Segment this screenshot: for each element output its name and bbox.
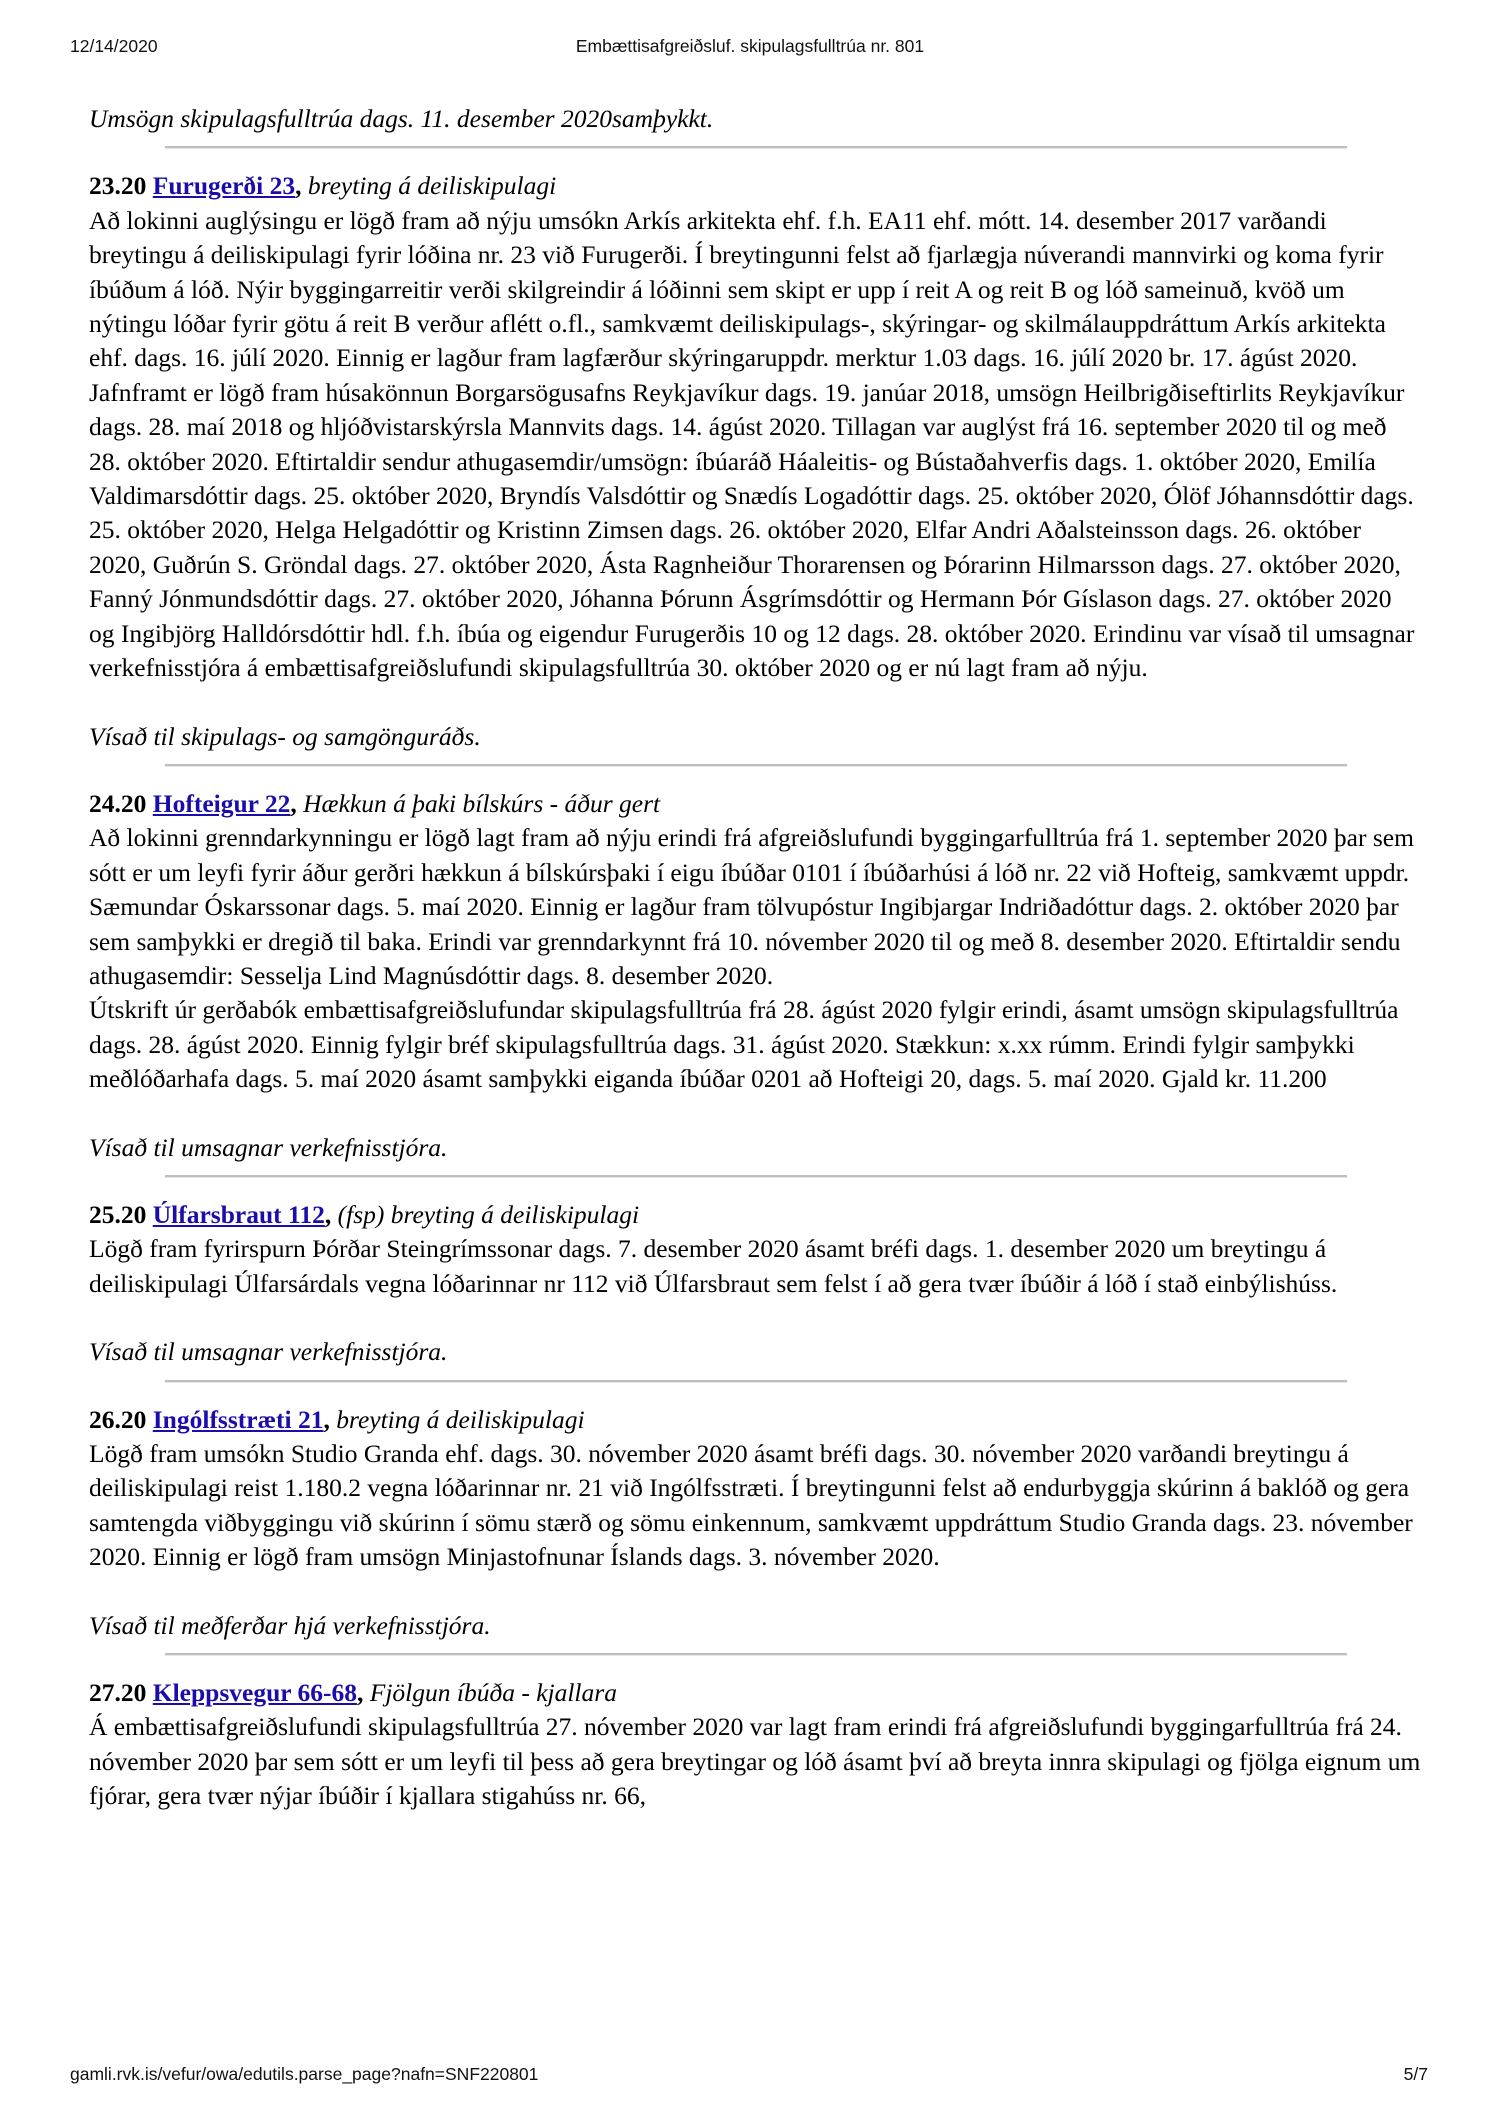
- item-subtitle: breyting á deiliskipulagi: [336, 1404, 585, 1434]
- agenda-item: [89, 787, 1421, 1178]
- item-subtitle: breyting á deiliskipulagi: [307, 171, 557, 201]
- item-number: 27.20: [89, 1678, 147, 1708]
- item-address-link[interactable]: Kleppsvegur 66-68: [152, 1678, 357, 1708]
- print-date: 12/14/2020: [70, 36, 158, 56]
- agenda-item: [89, 1198, 1421, 1383]
- item-body: Á embættisafgreiðslufundi skipulagsfulltrúa 27. nóvember 2020 var lagt fram erindi frá afgreiðslufundi byggingarfulltrúa frá 24. nóvember 2020 þar sem sótt er um leyfi til þess að gera breytingar og lóð ásamt því að breyta innra skipulagi og fjölga eignum um fjórar, gera tvær nýjar íbúðir í kjallara stigahúss nr. 66,: [89, 1712, 1421, 1811]
- print-url: gamli.rvk.is/vefur/owa/edutils.parse_page?nafn=SNF220801: [70, 2064, 539, 2084]
- item-body: Útskrift úr gerðabók embættisafgreiðslufundar skipulagsfulltrúa frá 28. ágúst 2020 fylgir erindi, ásamt umsögn skipulagsfulltrúa dags. 28. ágúst 2020. Einnig fylgir bréf skipulagsfulltrúa dags. 31. ágúst 2020. Stækkun: x.xx rúmm. Erindi fylgir samþykki meðlóðarhafa dags. 5. maí 2020 ásamt samþykki eiganda íbúðar 0201 að Hofteigi 20, dags. 5. maí 2020. Gjald kr. 11.200: [89, 995, 1399, 1094]
- divider: [165, 1653, 1347, 1656]
- item-subtitle: (fsp) breyting á deiliskipulagi: [337, 1199, 640, 1229]
- divider: [165, 1175, 1347, 1178]
- item-address-link[interactable]: Ingólfsstræti 21: [152, 1404, 324, 1434]
- item-body: Lögð fram umsókn Studio Granda ehf. dags. 30. nóvember 2020 ásamt bréfi dags. 30. nóvember 2020 varðandi breytingu á deiliskipulagi reist 1.180.2 vegna lóðarinnar nr. 21 við Ingólfsstræti. Í breytingunni felst að endurbyggja skúrinn á baklóð og gera samtengda viðbyggingu við skúrinn í sömu stærð og sömu einkennum, samkvæmt uppdráttum Studio Granda dags. 23. nóvember 2020. Einnig er lögð fram umsögn Minjastofnunar Íslands dags. 3. nóvember 2020.: [89, 1439, 1413, 1572]
- item-heading: 24.20 Hofteigur 22, Hækkun á þaki bílskúrs - áður gert: [89, 788, 661, 818]
- agenda-item: [89, 1676, 1421, 1814]
- item-subtitle: Hækkun á þaki bílskúrs - áður gert: [303, 788, 661, 818]
- item-decision: Vísað til umsagnar verkefnisstjóra.: [89, 1132, 448, 1162]
- item-decision: Vísað til skipulags- og samgönguráðs.: [89, 721, 481, 751]
- item-address-link[interactable]: Hofteigur 22: [152, 788, 291, 818]
- minutes-content: [89, 102, 1421, 1814]
- item-number: 24.20: [89, 788, 147, 818]
- item-heading: 27.20 Kleppsvegur 66-68, Fjölgun íbúða - kjallara: [89, 1678, 617, 1708]
- item-heading: 25.20 Úlfarsbraut 112, (fsp) breyting á deiliskipulagi: [89, 1199, 640, 1229]
- item-heading: 23.20 Furugerði 23, breyting á deiliskipulagi: [89, 171, 557, 201]
- divider: [165, 764, 1347, 767]
- agenda-item: [89, 169, 1421, 767]
- divider: [165, 1380, 1347, 1383]
- item-number: 23.20: [89, 171, 147, 201]
- page-number: 5/7: [1403, 2064, 1428, 2084]
- item-body: Að lokinni auglýsingu er lögð fram að nýju umsókn Arkís arkitekta ehf. f.h. EA11 ehf. mótt. 14. desember 2017 varðandi breytingu á deiliskipulagi fyrir lóðina nr. 23 við Furugerði. Í breytingunni felst að fjarlægja núverandi mannvirki og koma fyrir íbúðum á lóð. Nýir byggingarreitir verði skilgreindir á lóðinni sem skipt er upp í reit A og reit B og lóð sameinuð, kvöð um nýtingu lóðar fyrir götu á reit B verður aflétt o.fl., samkvæmt deiliskipulags-, skýringar- og skilmálauppdráttum Arkís arkitekta ehf. dags. 16. júlí 2020. Einnig er lagður fram lagfærður skýringaruppdr. merktur 1.03 dags. 16. júlí 2020 br. 17. ágúst 2020. Jafnframt er lögð fram húsakönnun Borgarsögusafns Reykjavíkur dags. 19. janúar 2018, umsögn Heilbrigðiseftirlits Reykjavíkur dags. 28. maí 2018 og hljóðvistarskýrsla Mannvits dags. 14. ágúst 2020. Tillagan var auglýst frá 16. september 2020 til og með 28. október 2020. Eftirtaldir sendur athugasemdir/umsögn: íbúaráð Háaleitis- og Bústaðahverfis dags. 1. október 2020, Emilía Valdimarsdóttir dags. 25. október 2020, Bryndís Valsdóttir og Snædís Logadóttir dags. 25. október 2020, Ólöf Jóhannsdóttir dags. 25. október 2020, Helga Helgadóttir og Kristinn Zimsen dags. 26. október 2020, Elfar Andri Aðalsteinsson dags. 26. október 2020, Guðrún S. Gröndal dags. 27. október 2020, Ásta Ragnheiður Thorarensen og Þórarinn Hilmarsson dags. 27. október 2020, Fanný Jónmundsdóttir dags. 27. október 2020, Jóhanna Þórunn Ásgrímsdóttir og Hermann Þór Gíslason dags. 27. október 2020 og Ingibjörg Halldórsdóttir hdl. f.h. íbúa og eigendur Furugerðis 10 og 12 dags. 28. október 2020. Erindinu var vísað til umsagnar verkefnisstjóra á embættisafgreiðslufundi skipulagsfulltrúa 30. október 2020 og er nú lagt fram að nýju.: [89, 205, 1415, 683]
- agenda-item: [89, 1403, 1421, 1656]
- decision-text: Umsögn skipulagsfulltrúa dags. 11. desember 2020samþykkt.: [89, 104, 714, 133]
- item-decision: Vísað til umsagnar verkefnisstjóra.: [89, 1337, 448, 1367]
- item-number: 26.20: [89, 1404, 147, 1434]
- item-decision: Vísað til meðferðar hjá verkefnisstjóra.: [89, 1610, 491, 1640]
- item-address-link[interactable]: Úlfarsbraut 112: [152, 1199, 325, 1229]
- item-body: Að lokinni grenndarkynningu er lögð lagt fram að nýju erindi frá afgreiðslufundi byggingarfulltrúa frá 1. september 2020 þar sem sótt er um leyfi fyrir áður gerðri hækkun á bílskúrsþaki í eigu íbúðar 0101 í íbúðarhúsi á lóð nr. 22 við Hofteig, samkvæmt uppdr. Sæmundar Óskarssonar dags. 5. maí 2020. Einnig er lagður fram tölvupóstur Ingibjargar Indriðadóttur dags. 2. október 2020 þar sem samþykki er dregið til baka. Erindi var grenndarkynnt frá 10. nóvember 2020 til og með 8. desember 2020. Eftirtaldir sendu athugasemdir: Sesselja Lind Magnúsdóttir dags. 8. desember 2020.: [89, 823, 1414, 990]
- item-body: Lögð fram fyrirspurn Þórðar Steingrímssonar dags. 7. desember 2020 ásamt bréfi dags. 1. desember 2020 um breytingu á deiliskipulagi Úlfarsárdals vegna lóðarinnar nr 112 við Úlfarsbraut sem felst í að gera tvær íbúðir á lóð í stað einbýlishúss.: [89, 1234, 1338, 1298]
- print-footer: [0, 2064, 1500, 2092]
- item-subtitle: Fjölgun íbúða - kjallara: [369, 1678, 617, 1708]
- item-heading: 26.20 Ingólfsstræti 21, breyting á deiliskipulagi: [89, 1404, 585, 1434]
- print-header: [0, 36, 1500, 64]
- divider: [165, 146, 1347, 149]
- item-address-link[interactable]: Furugerði 23: [152, 171, 296, 201]
- item-number: 25.20: [89, 1199, 147, 1229]
- print-title: Embættisafgreiðsluf. skipulagsfulltrúa nr. 801: [575, 36, 925, 56]
